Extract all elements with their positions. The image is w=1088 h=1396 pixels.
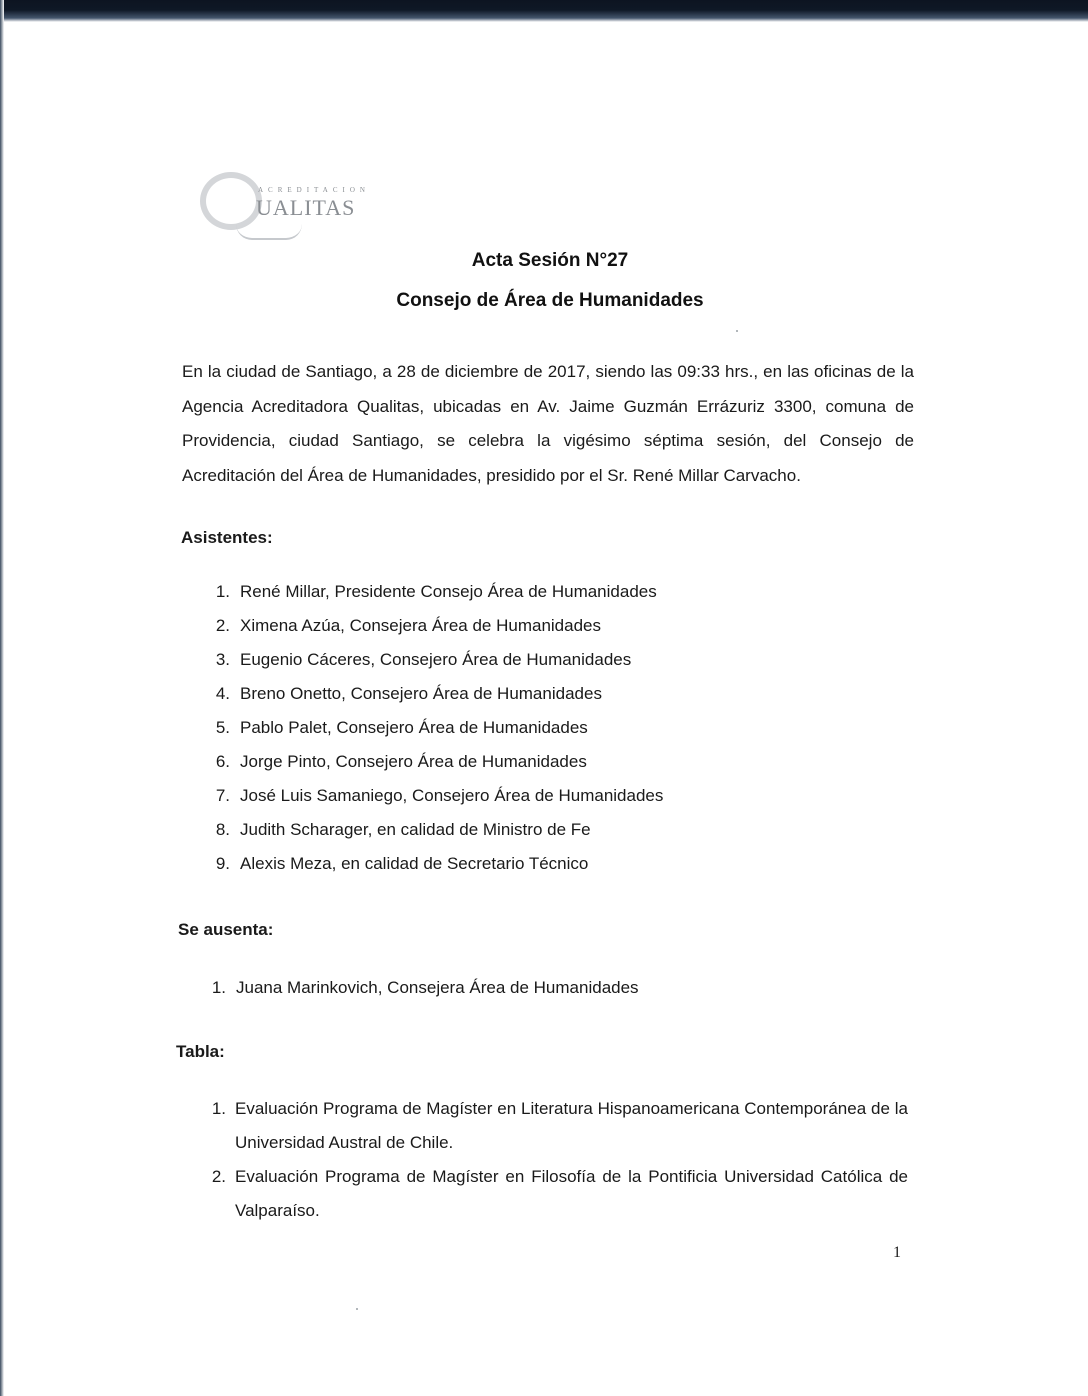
document-title: Acta Sesión N°27 — [471, 250, 629, 271]
list-item — [200, 779, 663, 813]
list-item-number: 8. — [215, 820, 230, 839]
tabla-heading: Tabla: — [176, 1042, 225, 1061]
logo-q-ring — [200, 172, 262, 230]
list-item-text: Evaluación Programa de Magíster en Filosofía de la Pontificia Universidad Católica de Valparaíso. — [235, 1167, 908, 1220]
list-item — [196, 1160, 908, 1228]
list-item-number: 4. — [215, 684, 230, 703]
list-item-number: 5. — [215, 718, 230, 737]
list-item — [196, 971, 639, 1005]
list-item-number: 3. — [215, 650, 230, 669]
list-item-text: René Millar, Presidente Consejo Área de Humanidades — [240, 582, 657, 601]
list-item-number: 1. — [211, 1099, 226, 1118]
document-subtitle: Consejo de Área de Humanidades — [396, 290, 704, 311]
list-item-text: Alexis Meza, en calidad de Secretario Técnico — [240, 854, 589, 873]
intro-paragraph: En la ciudad de Santiago, a 28 de diciembre de 2017, siendo las 09:33 hrs., en las oficinas de la Agencia Acreditadora Qualitas, ubicadas en Av. Jaime Guzmán Errázuriz 3300, comuna de Providencia, ciudad Santiago, se celebra la vigésimo séptima sesión, del Consejo de Acreditación del Área de Humanidades, presidido por el Sr. René Millar Carvacho. — [182, 362, 914, 485]
list-item — [200, 711, 663, 745]
logo-wordmark: UALITAS — [256, 195, 356, 220]
tabla-list — [196, 1092, 908, 1228]
list-item-number: 1. — [211, 978, 226, 997]
scan-speck — [736, 330, 738, 332]
list-item-number: 6. — [215, 752, 230, 771]
list-item-text: Ximena Azúa, Consejera Área de Humanidades — [240, 616, 601, 635]
asistentes-heading: Asistentes: — [181, 528, 273, 547]
list-item-text: Eugenio Cáceres, Consejero Área de Humanidades — [240, 650, 632, 669]
list-item — [196, 1092, 908, 1160]
list-item — [200, 677, 663, 711]
list-item-number: 7. — [215, 786, 230, 805]
logo-q-tail — [236, 224, 302, 240]
list-item — [200, 813, 663, 847]
list-item-number: 2. — [211, 1167, 226, 1186]
list-item-number: 2. — [215, 616, 230, 635]
asistentes-list — [200, 575, 663, 881]
list-item-text: Breno Onetto, Consejero Área de Humanidades — [240, 684, 602, 703]
list-item — [200, 609, 663, 643]
ausenta-heading: Se ausenta: — [178, 920, 274, 939]
list-item-text: Evaluación Programa de Magíster en Literatura Hispanoamericana Contemporánea de la Universidad Austral de Chile. — [235, 1099, 908, 1152]
logo-tagline: ACREDITACION — [258, 186, 370, 194]
scan-border-left — [0, 0, 4, 1396]
ausenta-list — [196, 971, 639, 1005]
list-item — [200, 575, 663, 609]
list-item-text: José Luis Samaniego, Consejero Área de Humanidades — [240, 786, 664, 805]
qualitas-logo — [198, 168, 368, 240]
list-item — [200, 847, 663, 881]
scan-border-top — [0, 0, 1088, 22]
page-number: 1 — [893, 1244, 901, 1261]
scan-speck — [356, 1308, 358, 1310]
list-item — [200, 643, 663, 677]
list-item-text: Juana Marinkovich, Consejera Área de Humanidades — [236, 978, 639, 997]
list-item-number: 1. — [215, 582, 230, 601]
list-item-text: Pablo Palet, Consejero Área de Humanidades — [240, 718, 588, 737]
list-item — [200, 745, 663, 779]
list-item-number: 9. — [215, 854, 230, 873]
list-item-text: Jorge Pinto, Consejero Área de Humanidades — [240, 752, 587, 771]
list-item-text: Judith Scharager, en calidad de Ministro de Fe — [240, 820, 591, 839]
